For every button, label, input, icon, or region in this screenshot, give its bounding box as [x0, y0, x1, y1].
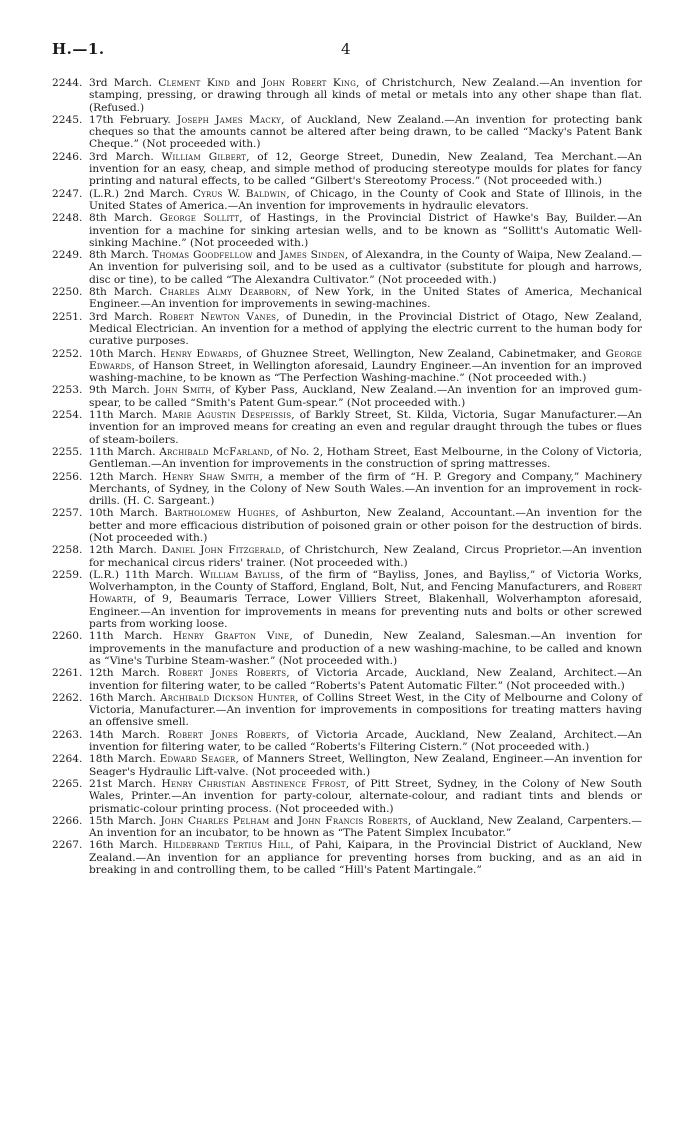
entry-number: 2250. — [52, 286, 83, 299]
patent-entry — [52, 384, 642, 409]
patent-entry — [52, 151, 642, 188]
patent-entry — [52, 471, 642, 508]
entry-number: 2259. — [52, 568, 83, 581]
applicant-name: Bartholomew Hughes — [164, 507, 276, 520]
entry-text — [89, 311, 642, 348]
applicant-name: Archibald McFarland — [159, 445, 270, 458]
entry-description: , of Dunedin, in the Provincial District of Otago, New Zealand, Medical Electrician. An invention for a method of applying the electric current to the human body for curative purposes. — [89, 310, 642, 348]
applicant-name: Robert Jones Roberts — [167, 728, 287, 741]
entry-date: 3rd March. — [89, 310, 153, 323]
entry-number: 2256. — [52, 470, 83, 483]
entry-number: 2254. — [52, 409, 83, 422]
entry-description: , of Manners Street, Wellington, New Zealand, Engineer.—An invention for Seager's Hydraulic Lift-valve. (Not proceeded with.) — [89, 753, 642, 778]
applicant-name: George Sollitt — [159, 212, 240, 225]
applicant-name: George Edwards — [89, 347, 643, 372]
entry-date: 10th March. — [89, 347, 157, 360]
entry-date: (L.R.) 11th March. — [89, 568, 194, 581]
entry-text — [89, 544, 642, 569]
entry-date: 10th March. — [89, 507, 159, 520]
entry-date: 8th March. — [89, 286, 153, 299]
patent-entry — [52, 667, 642, 692]
entry-date: 12th March. — [89, 667, 160, 680]
entry-description: , of Chicago, in the County of Cook and State of Illinois, in the United States of America.—An invention for improvements in hydraulic elevators. — [89, 187, 642, 212]
patent-entry — [52, 212, 642, 249]
entry-number: 2263. — [52, 728, 83, 741]
entry-text — [89, 729, 642, 754]
entry-description: , of Pitt Street, Sydney, in the Colony of New South Wales, Printer.—An invention for party-colour, alternate-colour, and radiant tints and blends or prismatic-colour printing process. (Not proceeded with.) — [89, 777, 642, 815]
entry-number: 2251. — [52, 310, 83, 323]
entry-description: , of Ghuznee Street, Wellington, New Zealand, Cabinetmaker, and — [238, 347, 606, 360]
patent-entry — [52, 753, 642, 778]
applicant-name: James Sinden — [279, 249, 345, 262]
applicant-name: Hildebrand Tertius Hill — [163, 839, 291, 852]
entry-text — [89, 77, 642, 114]
entry-description: , of Hanson Street, in Wellington aforesaid, Laundry Engineer.—An invention for an improved washing-machine, to be known as “The Perfection Washing-machine.” (Not proceeded with.) — [89, 359, 642, 385]
entry-description: , of Hastings, in the Provincial District of Hawke's Bay, Builder.—An invention for a machine for sinking artesian wells, and to be known as “Sollitt's Automatic Well-sinking Machine.” (Not proceeded with.) — [89, 212, 642, 249]
entry-number: 2249. — [52, 249, 83, 262]
applicant-name: Henry Shaw Smith — [162, 470, 260, 483]
applicant-name: Archibald Dickson Hunter — [159, 691, 296, 704]
entry-text — [89, 815, 642, 840]
applicant-name: John Charles Pelham — [160, 814, 270, 827]
applicant-name: John Francis Roberts — [297, 814, 408, 827]
entry-date: 14th March. — [89, 728, 160, 741]
entry-number: 2266. — [52, 814, 83, 827]
entry-number: 2252. — [52, 347, 83, 360]
entry-date: 11th March. — [89, 630, 163, 643]
applicant-name: Marie Agustin Despeissis — [161, 409, 292, 422]
applicant-name: Henry Edwards — [160, 347, 239, 360]
entry-description: and — [269, 814, 298, 827]
patent-entry — [52, 311, 642, 348]
entry-description: , of Christchurch, New Zealand, Circus Proprietor.—An invention for mechanical circus riders' trainer. (Not proceeded with.) — [89, 544, 643, 569]
patent-entry — [52, 778, 642, 815]
patent-entry — [52, 114, 642, 151]
entry-description: , of Christchurch, New Zealand.—An invention for stamping, pressing, or drawing through all kinds of metal or metals into any other shape than flat. (Refused.) — [89, 77, 643, 114]
entry-description: , of Barkly Street, St. Kilda, Victoria, Sugar Manufacturer.—An invention for an improved means for creating an even and regular draught through the tubes or flues of steam-boilers. — [89, 409, 643, 446]
applicant-name: Robert Jones Roberts — [167, 667, 287, 680]
entry-date: 15th March. — [89, 814, 157, 827]
patent-entries-list — [52, 77, 642, 876]
entry-number: 2267. — [52, 839, 83, 852]
entry-description: , of Collins Street West, in the City of Melbourne and Colony of Victoria, Manufacturer.—An invention for improvements in compositions for treating matters having an offensive smell. — [89, 691, 643, 729]
patent-entry — [52, 507, 642, 544]
entry-number: 2257. — [52, 507, 83, 520]
entry-text — [89, 667, 642, 692]
entry-text — [89, 188, 642, 213]
entry-date: 16th March. — [89, 839, 158, 852]
entry-number: 2248. — [52, 212, 83, 225]
entry-number: 2255. — [52, 445, 83, 458]
patent-entry — [52, 409, 642, 446]
applicant-name: William Gilbert — [161, 150, 247, 163]
applicant-name: William Bayliss — [199, 568, 281, 581]
patent-entry — [52, 188, 642, 213]
patent-entry — [52, 569, 642, 630]
entry-description: , of Auckland, New Zealand.—An invention for protecting bank cheques so that the amounts cannot be altered after being drawn, to be called “Macky's Patent Bank Cheque.” (Not proceeded with.) — [89, 113, 642, 151]
patent-entry — [52, 286, 642, 311]
entry-date: 12th March. — [89, 470, 158, 483]
entry-text — [89, 692, 642, 729]
entry-date: 8th March. — [89, 249, 149, 262]
applicant-name: Daniel John Fitzgerald — [161, 544, 282, 557]
entry-text — [89, 409, 642, 446]
applicant-name: Henry Grafton Vine — [172, 630, 290, 643]
entry-date: 11th March. — [89, 445, 156, 458]
entry-text — [89, 778, 642, 815]
entry-text — [89, 286, 642, 311]
entry-text — [89, 249, 642, 286]
entry-number: 2260. — [52, 630, 83, 643]
entry-number: 2264. — [52, 753, 83, 766]
entry-description: , of Victoria Arcade, Auckland, New Zealand, Architect.—An invention for filtering water, to be called “Roberts's Filtering Cistern.” (Not proceeded with.) — [89, 728, 642, 754]
entry-number: 2245. — [52, 113, 83, 126]
entry-number: 2258. — [52, 544, 83, 557]
applicant-name: Clement Kind — [158, 77, 231, 89]
applicant-name: Joseph James Macky — [177, 113, 282, 126]
entry-text — [89, 348, 642, 385]
applicant-name: Thomas Goodfellow — [152, 249, 253, 262]
entry-text — [89, 446, 642, 471]
applicant-name: Cyrus W. Baldwin — [192, 187, 287, 200]
entry-text — [89, 507, 642, 544]
entry-number: 2246. — [52, 150, 83, 163]
entry-description: , of Ashburton, New Zealand, Accountant.—An invention for the better and more efficacious distribution of poisoned grain or other poison for the destruction of birds. (Not proceeded with.) — [89, 507, 642, 544]
patent-entry — [52, 630, 642, 667]
entry-description: and — [252, 249, 280, 262]
entry-date: 11th March. — [89, 409, 157, 422]
document-reference: H.—1. — [52, 40, 105, 58]
entry-description: , of Victoria Arcade, Auckland, New Zealand, Architect.—An invention for filtering water, to be called “Roberts's Patent Automatic Filter.” (Not proceeded with.) — [89, 667, 642, 692]
applicant-name: Charles Almy Dearborn — [159, 286, 288, 299]
entry-text — [89, 384, 642, 409]
entry-text — [89, 471, 642, 508]
entry-number: 2265. — [52, 777, 83, 790]
entry-number: 2247. — [52, 187, 83, 200]
entry-date: 8th March. — [89, 212, 153, 225]
applicant-name: Henry Christian Abstinence Ffrost — [161, 777, 346, 790]
applicant-name: John Smith — [154, 384, 212, 397]
page-number: 4 — [341, 40, 351, 58]
entry-description: , of Kyber Pass, Auckland, New Zealand.—An invention for an improved gum-spear, to be called “Smith's Patent Gum-spear.” (Not proceeded with.) — [89, 384, 643, 409]
applicant-name: Robert Newton Vanes — [158, 310, 277, 323]
entry-description: , a member of the firm of “H. P. Gregory and Company,” Machinery Merchants, of Sydney, in the Colony of New South Wales.—An invention for an improvement in rock-drills. (H. C. Sargeant.) — [89, 470, 642, 508]
entry-text — [89, 753, 642, 778]
applicant-name: Edward Seager — [159, 753, 236, 766]
patent-entry — [52, 348, 642, 385]
entry-description: , of 12, George Street, Dunedin, New Zealand, Tea Merchant.—An invention for an easy, cheap, and simple method of producing stereotype moulds for plates for fancy printing and natural effects, to be called “Gilbert's Stereotomy Process.” (Not proceeded with.) — [89, 150, 642, 188]
entry-date: 3rd March. — [89, 150, 154, 163]
entry-text — [89, 839, 642, 876]
entry-number: 2244. — [52, 77, 83, 89]
entry-number: 2262. — [52, 691, 83, 704]
entry-date: (L.R.) 2nd March. — [89, 187, 188, 200]
patent-entry — [52, 692, 642, 729]
entry-date: 17th February. — [89, 113, 171, 126]
patent-entry — [52, 249, 642, 286]
entry-date: 16th March. — [89, 691, 156, 704]
entry-date: 21st March. — [89, 777, 156, 790]
entry-date: 3rd March. — [89, 77, 153, 89]
entry-number: 2253. — [52, 384, 83, 397]
patent-entry — [52, 446, 642, 471]
entry-description: , of Auckland, New Zealand, Carpenters.—An invention for an incubator, to be hnown as “The Patent Simplex Incubator.” — [89, 814, 642, 840]
entry-description: , of New York, in the United States of America, Mechanical Engineer.—An invention for improvements in sewing-machines. — [89, 286, 643, 311]
entry-description: , of Dunedin, New Zealand, Salesman.—An invention for improvements in the manufacture and production of a new washing-machine, to be called and known as “Vine's Turbine Steam-washer.” (Not proceeded with.) — [89, 630, 642, 667]
entry-description: , of Pahi, Kaipara, in the Provincial District of Auckland, New Zealand.—An invention for an appliance for preventing horses from bucking, and as an aid in breaking in and controlling them, to be called “Hill's Patent Martingale.” — [89, 839, 643, 876]
entry-description: , of No. 2, Hotham Street, East Melbourne, in the Colony of Victoria, Gentleman.—An invention for improvements in the construction of spring mattresses. — [89, 445, 642, 471]
entry-description: , of 9, Beaumaris Terrace, Lower Villiers Street, Blakenhall, Wolverhampton aforesaid, Engineer.—An invention for improvements in means for preventing nuts and bolts or other screwed parts from working loose. — [89, 593, 642, 631]
entry-number: 2261. — [52, 667, 83, 680]
entry-text — [89, 212, 642, 249]
patent-entry — [52, 729, 642, 754]
entry-description: , of Alexandra, in the County of Waipa, New Zealand.—An invention for pulverising soil, and to be used as a cultivator (substitute for plough and harrows, disc or tine), to be called “The Alexandra Cultivator.” (Not proceeded with.) — [89, 249, 642, 286]
entry-text — [89, 114, 642, 151]
applicant-name: John Robert King — [262, 77, 357, 89]
applicant-name: Robert Howarth — [89, 581, 642, 606]
entry-date: 18th March. — [89, 753, 156, 766]
entry-text — [89, 569, 642, 630]
entry-description: and — [230, 77, 263, 89]
patent-entry — [52, 77, 642, 114]
entry-text — [89, 151, 642, 188]
patent-entry — [52, 544, 642, 569]
entry-description: , of the firm of “Bayliss, Jones, and Bayliss,” of Victoria Works, Wolverhampton, in the County of Stafford, England, Bolt, Nut, and Fencing Manufacturers, and — [89, 568, 642, 594]
entry-date: 12th March. — [89, 544, 157, 557]
patent-entry — [52, 839, 642, 876]
entry-date: 9th March. — [89, 384, 150, 397]
entry-text — [89, 630, 642, 667]
patent-entry — [52, 815, 642, 840]
